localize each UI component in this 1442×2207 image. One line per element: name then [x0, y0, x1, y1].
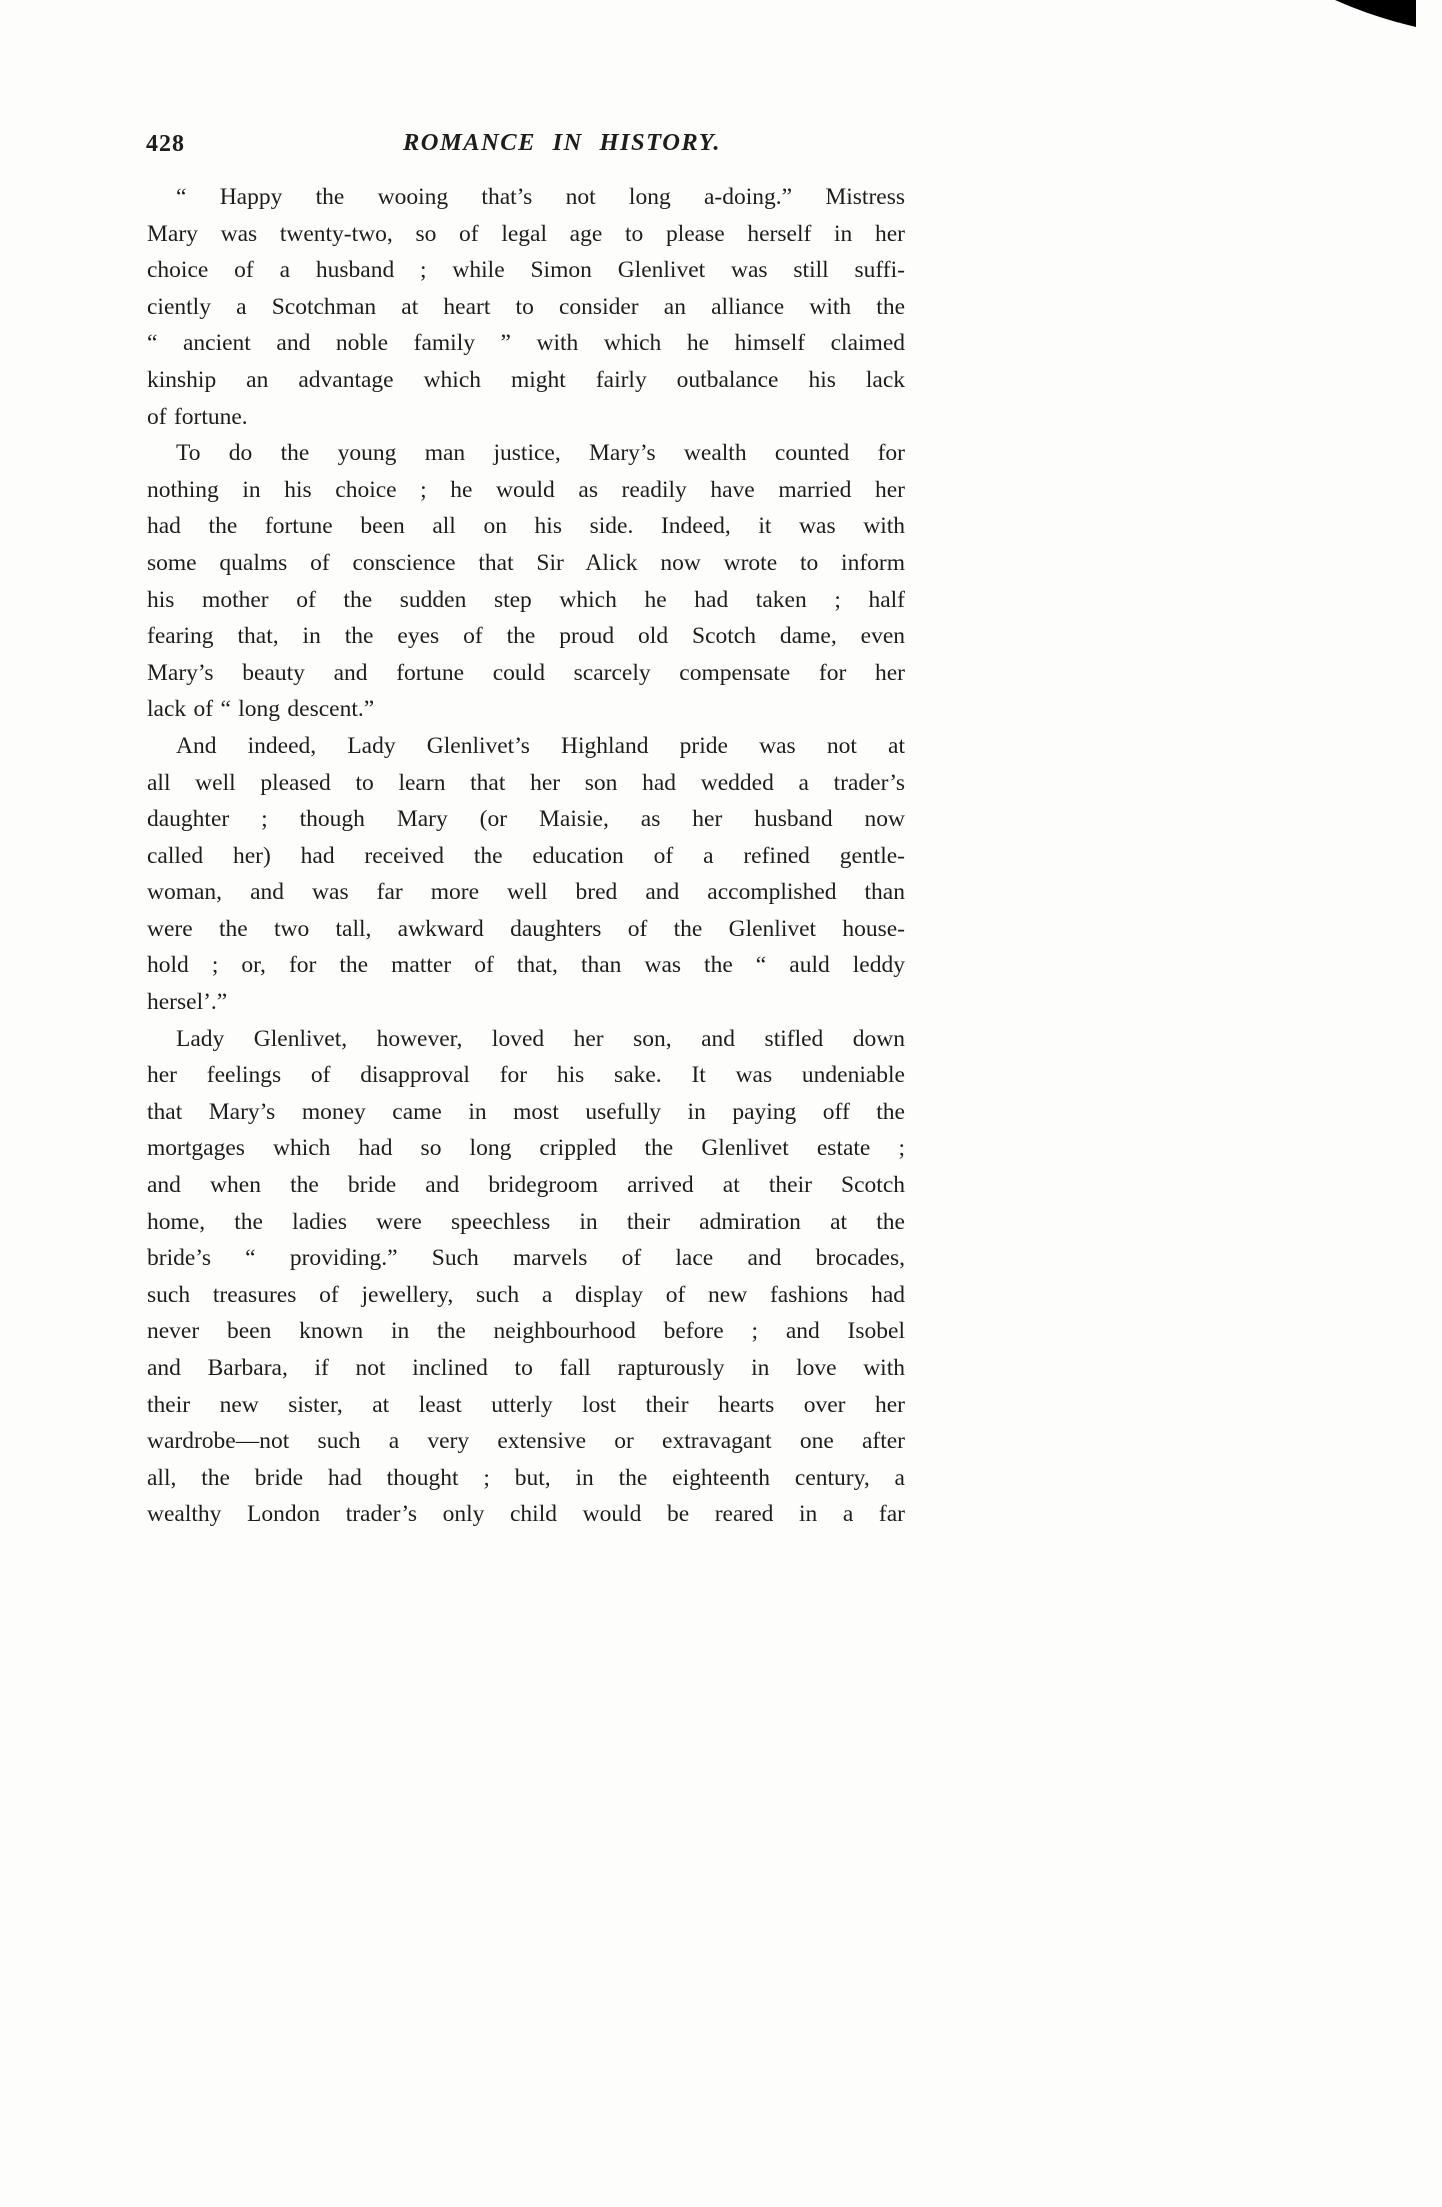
text-line: fearing that, in the eyes of the proud old Scotch dame, even — [147, 623, 905, 650]
text-line: nothing in his choice ; he would as readily have married her — [147, 476, 905, 503]
text-line: ciently a Scotchman at heart to consider an alliance with the — [147, 293, 905, 320]
running-header: ROMANCE IN HISTORY. — [402, 129, 722, 156]
text-line: and Barbara, if not inclined to fall rapturously in love with — [147, 1355, 905, 1381]
text-line: that Mary’s money came in most usefully in paying off the — [147, 1098, 905, 1125]
text-line: hersel’.” — [147, 989, 228, 1016]
paragraph — [147, 179, 905, 435]
text-line: wardrobe—not such a very extensive or extravagant one after — [147, 1428, 905, 1455]
text-line: never been known in the neighbourhood before ; and Isobel — [147, 1318, 905, 1345]
text-line: his mother of the sudden step which he had taken ; half — [147, 586, 905, 613]
text-line: some qualms of conscience that Sir Alick now wrote to inform — [147, 549, 905, 576]
scan-corner-wedge-icon — [1335, 0, 1416, 28]
page-number: 428 — [146, 131, 185, 157]
text-line: called her) had received the education of a refined gentle- — [147, 842, 905, 869]
text-block — [147, 179, 905, 1533]
text-line: And indeed, Lady Glenlivet’s Highland pride was not at — [176, 732, 905, 759]
text-line: Mary was twenty-two, so of legal age to please herself in her — [147, 220, 905, 247]
text-line: were the two tall, awkward daughters of the Glenlivet house- — [147, 915, 905, 942]
text-line: woman, and was far more well bred and accomplished than — [147, 879, 905, 906]
text-line: her feelings of disapproval for his sake. It was undeniable — [147, 1062, 905, 1089]
text-line: “ ancient and noble family ” with which he himself claimed — [147, 330, 905, 357]
text-line: Mary’s beauty and fortune could scarcely compensate for her — [147, 659, 905, 686]
text-line: To do the young man justice, Mary’s wealth counted for — [176, 440, 905, 467]
text-line: all well pleased to learn that her son had wedded a trader’s — [147, 769, 905, 796]
paragraph — [147, 1021, 905, 1533]
text-line: and when the bride and bridegroom arrived at their Scotch — [147, 1172, 905, 1199]
text-line: daughter ; though Mary (or Maisie, as her husband now — [147, 806, 905, 833]
text-line: of fortune. — [147, 403, 248, 430]
text-line: had the fortune been all on his side. Indeed, it was with — [147, 513, 905, 540]
text-line: “ Happy the wooing that’s not long a-doing.” Mistress — [176, 184, 905, 210]
text-line: hold ; or, for the matter of that, than was the “ auld leddy — [147, 952, 905, 979]
text-line: Lady Glenlivet, however, loved her son, and stifled down — [176, 1025, 905, 1052]
text-line: mortgages which had so long crippled the Glenlivet estate ; — [147, 1135, 905, 1162]
text-line: choice of a husband ; while Simon Glenlivet was still suffi- — [147, 257, 905, 284]
paragraph — [147, 728, 905, 1021]
paragraph — [147, 435, 905, 728]
text-line: such treasures of jewellery, such a display of new fashions had — [147, 1281, 905, 1308]
text-line: kinship an advantage which might fairly outbalance his lack — [147, 366, 905, 393]
text-line: home, the ladies were speechless in their admiration at the — [147, 1208, 905, 1235]
text-line: their new sister, at least utterly lost their hearts over her — [147, 1391, 905, 1418]
text-line: all, the bride had thought ; but, in the eighteenth century, a — [147, 1464, 905, 1491]
text-line: lack of “ long descent.” — [147, 696, 375, 723]
text-line: bride’s “ providing.” Such marvels of lace and brocades, — [147, 1245, 905, 1272]
text-line: wealthy London trader’s only child would be reared in a far — [147, 1501, 905, 1528]
